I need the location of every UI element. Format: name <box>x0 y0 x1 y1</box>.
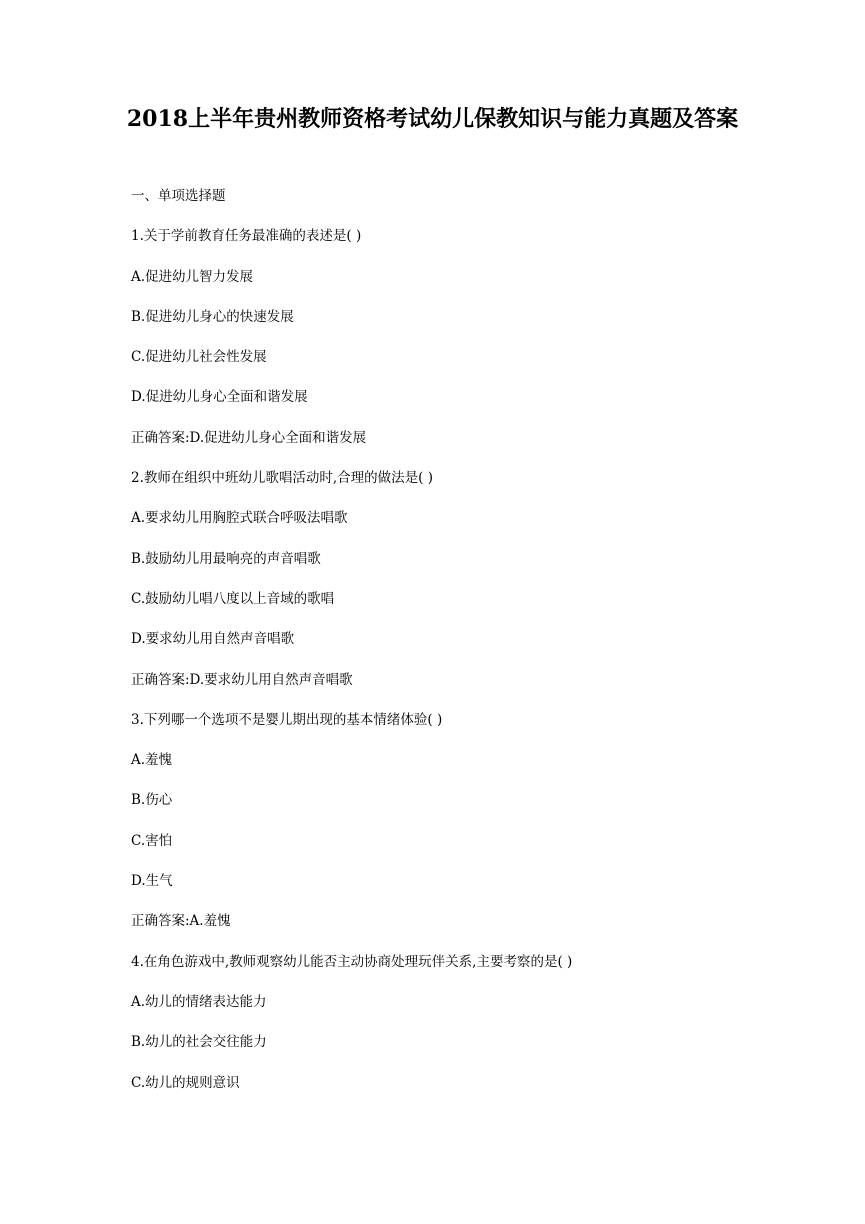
section-heading: 一、单项选择题 <box>131 188 226 204</box>
question-3-answer: 正确答案:A.羞愧 <box>131 913 231 930</box>
question-2-option-c: C.鼓励幼儿唱八度以上音域的歌唱 <box>131 590 335 607</box>
question-1-option-b: B.促进幼儿身心的快速发展 <box>131 308 294 325</box>
question-1-option-a: A.促进幼儿智力发展 <box>131 268 254 285</box>
question-3-option-d: D.生气 <box>131 873 173 890</box>
question-1-option-c: C.促进幼儿社会性发展 <box>131 349 267 366</box>
question-4-option-c: C.幼儿的规则意识 <box>131 1074 240 1091</box>
question-2: 2.教师在组织中班幼儿歌唱活动时,合理的做法是( ) <box>131 470 433 487</box>
question-3-option-c: C.害怕 <box>131 832 173 849</box>
question-4: 4.在角色游戏中,教师观察幼儿能否主动协商处理玩伴关系,主要考察的是( ) <box>131 953 573 970</box>
question-4-option-b: B.幼儿的社会交往能力 <box>131 1034 267 1051</box>
question-2-option-a: A.要求幼儿用胸腔式联合呼吸法唱歌 <box>131 510 348 527</box>
question-2-answer: 正确答案:D.要求幼儿用自然声音唱歌 <box>131 671 353 688</box>
question-3: 3.下列哪一个选项不是婴儿期出现的基本情绪体验( ) <box>131 711 443 728</box>
question-2-option-d: D.要求幼儿用自然声音唱歌 <box>131 631 295 648</box>
question-2-option-b: B.鼓励幼儿用最响亮的声音唱歌 <box>131 550 321 567</box>
question-4-option-a: A.幼儿的情绪表达能力 <box>131 993 267 1010</box>
question-3-option-b: B.伤心 <box>131 792 173 809</box>
document-title: 2018上半年贵州教师资格考试幼儿保教知识与能力真题及答案 <box>126 106 739 132</box>
question-1-option-d: D.促进幼儿身心全面和谐发展 <box>131 389 308 406</box>
question-3-option-a: A.羞愧 <box>131 752 173 769</box>
question-1-answer: 正确答案:D.促进幼儿身心全面和谐发展 <box>131 429 367 446</box>
question-1: 1.关于学前教育任务最准确的表述是( ) <box>131 228 362 245</box>
document-body <box>131 186 751 1113</box>
